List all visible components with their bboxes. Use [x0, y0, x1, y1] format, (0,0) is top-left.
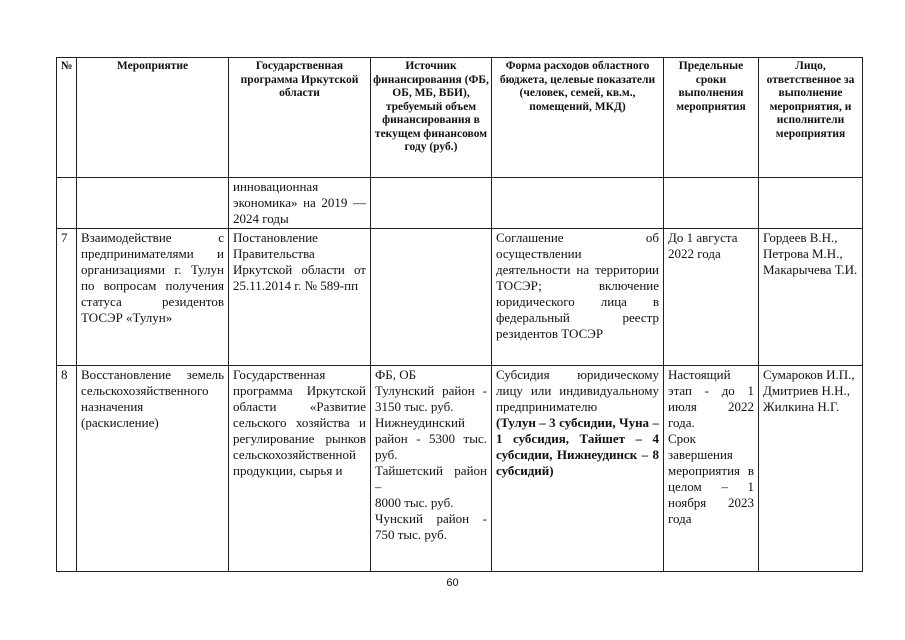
cell-num [57, 178, 77, 229]
cell-source [371, 178, 492, 229]
cell-deadline [664, 178, 759, 229]
source-line: 8000 тыс. руб. [375, 495, 454, 510]
header-responsible: Лицо, ответственное за выполнение мероприятия, и исполнители мероприятия [759, 58, 863, 178]
table-row-continuation [57, 178, 863, 229]
cell-source [371, 366, 492, 572]
table-header-row [57, 58, 863, 178]
header-deadline: Предельные сроки выполнения мероприятия [664, 58, 759, 178]
cell-program: инновационная экономика» на 2019 — 2024 годы [229, 178, 371, 229]
page-number: 60 [446, 577, 459, 589]
source-line: Чунский район - 750 тыс. руб. [375, 511, 487, 542]
cell-responsible: Сумароков И.П., Дмитриев Н.Н., Жилкина Н.Г. [759, 366, 863, 572]
table-row [57, 366, 863, 572]
cell-deadline: До 1 августа 2022 года [664, 229, 759, 366]
form-bold-text: (Тулун – 3 субсидии, Чуна – 1 субсидия, Тайшет – 4 субсидии, Нижнеудинск – 8 субсидий) [496, 415, 659, 478]
deadline-line: Срок завершения мероприятия в целом – 1 ноября 2023 года [668, 431, 754, 526]
cell-deadline [664, 366, 759, 572]
deadline-line: Настоящий этап - до 1 июля 2022 года. [668, 367, 754, 430]
cell-responsible: Гордеев В.Н., Петрова М.Н., Макарычева Т.И. [759, 229, 863, 366]
source-line: Тулунский район - 3150 тыс. руб. [375, 383, 487, 414]
header-num: № [57, 58, 77, 178]
cell-event: Восстановление земель сельскохозяйственного назначения (раскисление) [77, 366, 229, 572]
source-line: ФБ, ОБ [375, 367, 417, 382]
cell-form [492, 366, 664, 572]
source-line: Тайшетский район – [375, 463, 487, 494]
cell-num: 8 [57, 366, 77, 572]
cell-num: 7 [57, 229, 77, 366]
header-form: Форма расходов областного бюджета, целевые показатели (человек, семей, кв.м., помещений, МКД) [492, 58, 664, 178]
cell-program: Государственная программа Иркутской области «Развитие сельского хозяйства и регулирование рынков сельскохозяйственной продукции, сырья и [229, 366, 371, 572]
cell-program: Постановление Правительства Иркутской области от 25.11.2014 г. № 589-пп [229, 229, 371, 366]
header-program: Государственная программа Иркутской области [229, 58, 371, 178]
cell-event: Взаимодействие с предпринимателями и организациями г. Тулун по вопросам получения статуса резидентов ТОСЭР «Тулун» [77, 229, 229, 366]
events-table [56, 57, 863, 572]
cell-form: Соглашение об осуществлении деятельности на территории ТОСЭР; включение юридического лица в федеральный реестр резидентов ТОСЭР [492, 229, 664, 366]
header-source: Источник финансирования (ФБ, ОБ, МБ, ВБИ), требуемый объем финансирования в текущем финансовом году (руб.) [371, 58, 492, 178]
source-line: Нижнеудинский район - 5300 тыс. руб. [375, 415, 487, 462]
form-plain-text: Субсидия юридическому лицу или индивидуальному предпринимателю [496, 367, 659, 414]
cell-responsible [759, 178, 863, 229]
cell-form [492, 178, 664, 229]
header-event: Мероприятие [77, 58, 229, 178]
cell-source [371, 229, 492, 366]
cell-event [77, 178, 229, 229]
table-row [57, 229, 863, 366]
